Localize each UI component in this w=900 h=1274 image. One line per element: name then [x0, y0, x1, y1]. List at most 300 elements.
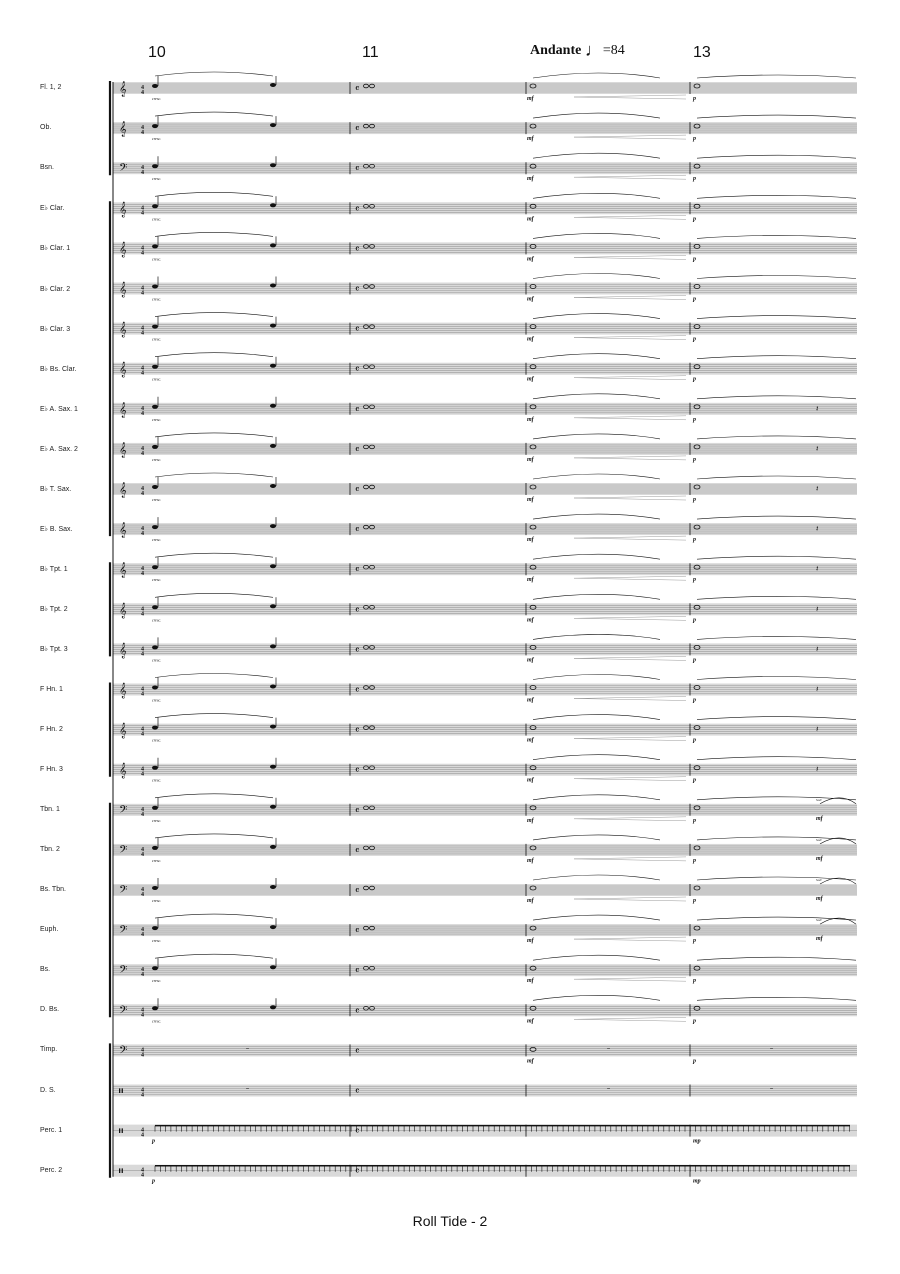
- common-time-icon: 𝄴: [355, 1166, 360, 1178]
- tie: [697, 235, 856, 238]
- time-signature-top: 4: [141, 1127, 144, 1134]
- notehead: [270, 845, 276, 849]
- crescendo-hairpin: [574, 215, 686, 219]
- tie: [697, 596, 856, 599]
- notehead: [270, 203, 276, 207]
- common-time-icon: 𝄴: [355, 444, 360, 456]
- tempo-equals: =: [602, 43, 611, 58]
- dynamic-p: p: [152, 1178, 155, 1185]
- time-signature-bottom: 4: [141, 571, 144, 578]
- instrument-label: B♭ Tpt. 1: [40, 566, 68, 574]
- measure-number-10: 10: [148, 44, 166, 61]
- clef-icon: 𝄞: [119, 763, 127, 779]
- clef-icon: 𝄞: [119, 322, 127, 338]
- slur: [155, 473, 273, 477]
- dynamic-p: p: [693, 938, 696, 945]
- dynamic-mf: mf: [816, 855, 823, 862]
- time-signature-top: 4: [141, 365, 144, 372]
- dynamic-p: p: [693, 136, 696, 143]
- dynamic-p: p: [693, 176, 696, 183]
- common-time-icon: 𝄴: [355, 605, 360, 617]
- dynamic-cresc: cresc.: [152, 416, 162, 422]
- instrument-label: B♭ Clar. 1: [40, 245, 71, 253]
- time-signature-bottom: 4: [141, 290, 144, 297]
- dynamic-mf: mf: [527, 176, 534, 183]
- notehead: [152, 485, 158, 489]
- time-signature-top: 4: [141, 766, 144, 773]
- dynamic-mf: mf: [527, 737, 534, 744]
- slur: [155, 593, 273, 597]
- clef-icon: 𝄞: [119, 643, 127, 659]
- notehead: [152, 124, 158, 128]
- time-signature-bottom: 4: [141, 370, 144, 377]
- notehead: [270, 885, 276, 889]
- time-signature-bottom: 4: [141, 932, 144, 939]
- notehead: [152, 164, 158, 168]
- crescendo-hairpin: [574, 1017, 686, 1021]
- instrument-label: B♭ Tpt. 2: [40, 606, 68, 614]
- slur: [533, 314, 660, 319]
- time-signature-bottom: 4: [141, 851, 144, 858]
- common-time-icon: 𝄴: [355, 244, 360, 256]
- slur: [533, 354, 660, 359]
- slur: [533, 233, 660, 238]
- time-signature-top: 4: [141, 1047, 144, 1054]
- common-time-icon: 𝄴: [355, 284, 360, 296]
- clef-icon: 𝄞: [119, 442, 127, 458]
- common-time-icon: 𝄴: [355, 124, 360, 136]
- crescendo-hairpin: [574, 376, 686, 380]
- dynamic-p: p: [693, 336, 696, 343]
- dynamic-p: p: [693, 1058, 696, 1065]
- notehead: [152, 966, 158, 970]
- crescendo-hairpin: [574, 95, 686, 99]
- soli-marking: Soli: [816, 918, 822, 923]
- rest-icon: 𝄽: [816, 684, 819, 694]
- notehead: [152, 686, 158, 690]
- clef-icon: 𝄞: [119, 242, 127, 258]
- slur: [155, 353, 273, 357]
- notehead: [152, 846, 158, 850]
- dynamic-mf: mf: [527, 817, 534, 824]
- slur: [533, 274, 660, 279]
- dynamic-cresc: cresc.: [152, 96, 162, 101]
- crescendo-hairpin: [574, 336, 686, 340]
- clef-icon: 𝄢: [119, 964, 128, 980]
- clef-icon: 𝄞: [119, 402, 127, 418]
- dynamic-mf: mf: [527, 216, 534, 223]
- time-signature-top: 4: [141, 205, 144, 212]
- common-time-icon: 𝄴: [355, 324, 360, 336]
- dynamic-mf: mf: [527, 256, 534, 263]
- notehead: [152, 565, 158, 569]
- dynamic-mp: mp: [693, 1138, 701, 1145]
- dynamic-p: p: [693, 817, 696, 824]
- notehead: [270, 685, 276, 689]
- common-time-icon: 𝄴: [355, 645, 360, 657]
- common-time-icon: 𝄴: [355, 1126, 360, 1138]
- crescendo-hairpin: [574, 737, 686, 741]
- dynamic-mf: mf: [527, 1018, 534, 1025]
- dynamic-cresc: cresc.: [152, 978, 162, 984]
- dynamic-mf: mf: [527, 1058, 534, 1065]
- dynamic-mf: mf: [527, 537, 534, 544]
- quarter-note-icon: ♩: [584, 40, 603, 60]
- notehead: [152, 405, 158, 409]
- whole-rest-icon: 𝄻: [607, 1045, 611, 1055]
- time-signature-bottom: 4: [141, 771, 144, 778]
- dynamic-mf: mf: [527, 497, 534, 503]
- dynamic-p: p: [693, 737, 696, 744]
- dynamic-mf: mf: [816, 936, 823, 943]
- notehead: [270, 444, 276, 448]
- dynamic-mf: mf: [527, 456, 534, 463]
- instrument-label: F Hn. 3: [40, 765, 63, 773]
- dynamic-mf: mf: [527, 617, 534, 624]
- time-signature-top: 4: [141, 606, 144, 613]
- dynamic-mf: mf: [527, 857, 534, 864]
- tie: [697, 997, 856, 1000]
- dynamic-p: p: [693, 537, 696, 544]
- dynamic-p: p: [693, 256, 696, 263]
- dynamic-cresc: cresc.: [152, 1018, 162, 1024]
- crescendo-hairpin: [574, 656, 686, 660]
- clef-icon: 𝄢: [119, 1004, 128, 1020]
- instrument-label: E♭ A. Sax. 2: [40, 445, 78, 453]
- clef-icon: 𝄞: [119, 523, 127, 539]
- common-time-icon: 𝄴: [355, 404, 360, 416]
- instrument-label: Ob.: [40, 124, 52, 132]
- time-signature-top: 4: [141, 405, 144, 412]
- slur: [155, 954, 273, 958]
- time-signature-top: 4: [141, 1007, 144, 1014]
- instrument-label: D. Bs.: [40, 1006, 60, 1014]
- dynamic-p: p: [693, 96, 696, 102]
- instrument-label: Timp.: [40, 1046, 58, 1054]
- dynamic-mf: mf: [527, 296, 534, 303]
- time-signature-top: 4: [141, 445, 144, 452]
- clef-icon: 𝄢: [119, 803, 128, 819]
- common-time-icon: 𝄴: [355, 1046, 360, 1058]
- clef-icon: 𝄞: [119, 483, 127, 498]
- time-signature-bottom: 4: [141, 491, 144, 497]
- tie: [697, 155, 856, 158]
- slur: [155, 834, 273, 838]
- instrument-label: Bs.: [40, 966, 51, 974]
- whole-rest-icon: 𝄻: [607, 1085, 611, 1095]
- rest-icon: 𝄽: [816, 524, 819, 534]
- slur: [533, 554, 660, 559]
- crescendo-hairpin: [574, 897, 686, 901]
- tempo-label: Andante: [530, 43, 582, 58]
- dynamic-mf: mf: [527, 938, 534, 945]
- common-time-icon: 𝄴: [355, 204, 360, 216]
- time-signature-bottom: 4: [141, 1052, 144, 1059]
- time-signature-bottom: 4: [141, 611, 144, 618]
- time-signature-top: 4: [141, 486, 144, 492]
- slur: [155, 553, 273, 557]
- clef-icon: 𝄞: [119, 202, 127, 218]
- dynamic-p: p: [693, 657, 696, 664]
- clef-icon: 𝄢: [119, 884, 128, 899]
- dynamic-cresc: cresc.: [152, 376, 162, 382]
- notehead: [270, 404, 276, 408]
- dynamic-mf: mf: [816, 896, 823, 902]
- tie: [697, 717, 856, 720]
- dynamic-cresc: cresc.: [152, 657, 162, 663]
- tie: [697, 75, 856, 78]
- time-signature-bottom: 4: [141, 691, 144, 698]
- time-signature-top: 4: [141, 1087, 144, 1094]
- whole-rest-icon: 𝄻: [770, 1085, 774, 1095]
- dynamic-cresc: cresc.: [152, 898, 162, 903]
- notehead: [152, 926, 158, 930]
- crescendo-hairpin: [574, 857, 686, 861]
- time-signature-bottom: 4: [141, 892, 144, 898]
- tie: [697, 797, 856, 800]
- instrument-label: E♭ Clar.: [40, 205, 65, 213]
- whole-rest-icon: 𝄻: [770, 1045, 774, 1055]
- dynamic-cresc: cresc.: [152, 857, 162, 863]
- slur: [155, 192, 273, 196]
- instrument-label: F Hn. 2: [40, 725, 63, 733]
- dynamic-mf: mf: [527, 777, 534, 784]
- clef-icon: 𝄞: [119, 563, 127, 579]
- time-signature-top: 4: [141, 806, 144, 813]
- time-signature-bottom: 4: [141, 1132, 144, 1139]
- notehead: [152, 325, 158, 329]
- time-signature-bottom: 4: [141, 972, 144, 979]
- crescendo-hairpin: [574, 616, 686, 620]
- notehead: [270, 725, 276, 729]
- dynamic-cresc: cresc.: [152, 216, 162, 222]
- time-signature-top: 4: [141, 85, 144, 91]
- notehead: [152, 525, 158, 529]
- page-footer: Roll Tide - 2: [412, 1213, 488, 1229]
- slur: [155, 794, 273, 798]
- notehead: [270, 765, 276, 769]
- time-signature-bottom: 4: [141, 170, 144, 177]
- slur: [533, 875, 660, 880]
- rest-icon: 𝄽: [816, 443, 819, 453]
- dynamic-cresc: cresc.: [152, 577, 162, 583]
- dynamic-mf: mf: [527, 697, 534, 704]
- dynamic-p: p: [693, 216, 696, 223]
- tie: [697, 957, 856, 960]
- rest-icon: 𝄽: [816, 484, 819, 493]
- tie: [697, 837, 856, 840]
- dynamic-p: p: [693, 857, 696, 864]
- instrument-label: Bsn.: [40, 164, 55, 172]
- time-signature-top: 4: [141, 846, 144, 853]
- rest-icon: 𝄽: [816, 724, 819, 734]
- dynamic-p: p: [693, 1018, 696, 1025]
- instrument-label: E♭ A. Sax. 1: [40, 405, 78, 413]
- notehead: [152, 204, 158, 208]
- notehead: [270, 243, 276, 247]
- slur: [533, 715, 660, 720]
- time-signature-bottom: 4: [141, 250, 144, 257]
- time-signature-top: 4: [141, 566, 144, 573]
- time-signature-top: 4: [141, 686, 144, 693]
- clef-icon: 𝄥: [119, 1084, 123, 1100]
- instrument-label: Tbn. 1: [40, 805, 60, 813]
- clef-icon: 𝄞: [119, 362, 127, 378]
- slur: [533, 835, 660, 840]
- dynamic-p: p: [693, 617, 696, 624]
- notehead: [270, 163, 276, 167]
- time-signature-bottom: 4: [141, 731, 144, 738]
- time-signature-bottom: 4: [141, 130, 144, 137]
- common-time-icon: 𝄴: [355, 1086, 360, 1098]
- instrument-label: B♭ Tpt. 3: [40, 646, 68, 654]
- dynamic-cresc: cresc.: [152, 136, 162, 142]
- time-signature-bottom: 4: [141, 450, 144, 457]
- notehead: [152, 886, 158, 890]
- time-signature-bottom: 4: [141, 1172, 144, 1179]
- measure-number-13: 13: [693, 44, 711, 61]
- slur: [533, 394, 660, 399]
- instrument-label: Bs. Tbn.: [40, 886, 66, 893]
- slur: [533, 795, 660, 800]
- crescendo-hairpin: [574, 697, 686, 701]
- dynamic-p: p: [693, 296, 696, 303]
- measure-number-11: 11: [362, 44, 379, 61]
- crescendo-hairpin: [574, 817, 686, 821]
- crescendo-hairpin: [574, 977, 686, 981]
- time-signature-top: 4: [141, 125, 144, 132]
- time-signature-top: 4: [141, 887, 144, 893]
- time-signature-top: 4: [141, 245, 144, 252]
- time-signature-top: 4: [141, 526, 144, 533]
- notehead: [270, 564, 276, 568]
- dynamic-cresc: cresc.: [152, 296, 162, 302]
- time-signature-bottom: 4: [141, 651, 144, 658]
- common-time-icon: 𝄴: [355, 765, 360, 777]
- rest-icon: 𝄽: [816, 403, 819, 413]
- dynamic-cresc: cresc.: [152, 777, 162, 783]
- notehead: [270, 484, 276, 488]
- time-signature-bottom: 4: [141, 90, 144, 96]
- dynamic-cresc: cresc.: [152, 256, 162, 262]
- notehead: [270, 284, 276, 288]
- clef-icon: 𝄞: [119, 683, 127, 699]
- notehead: [152, 285, 158, 289]
- clef-icon: 𝄥: [119, 1164, 123, 1180]
- notehead: [152, 645, 158, 649]
- slur: [533, 755, 660, 760]
- crescendo-hairpin: [574, 536, 686, 540]
- dynamic-mf: mf: [527, 416, 534, 423]
- crescendo-hairpin: [574, 456, 686, 460]
- dynamic-cresc: cresc.: [152, 938, 162, 944]
- slur: [533, 634, 660, 639]
- common-time-icon: 𝄴: [355, 164, 360, 176]
- rest-icon: 𝄽: [816, 764, 819, 774]
- soli-marking: Soli: [816, 797, 822, 802]
- tie: [697, 677, 856, 680]
- slur: [533, 434, 660, 439]
- notehead: [270, 925, 276, 929]
- dynamic-mf: mf: [527, 978, 534, 985]
- slur: [155, 313, 273, 317]
- notehead: [270, 644, 276, 648]
- notehead: [152, 445, 158, 449]
- time-signature-top: 4: [141, 726, 144, 733]
- notehead: [270, 805, 276, 809]
- soli-marking: Soli: [816, 878, 822, 882]
- dynamic-p: p: [693, 416, 696, 423]
- dynamic-p: p: [693, 697, 696, 704]
- dynamic-p: p: [693, 376, 696, 383]
- notehead: [270, 324, 276, 328]
- common-time-icon: 𝄴: [355, 485, 360, 496]
- dynamic-mf: mf: [527, 136, 534, 143]
- dynamic-p: p: [693, 898, 696, 904]
- tie: [697, 396, 856, 399]
- clef-icon: 𝄞: [119, 282, 127, 298]
- slur: [533, 915, 660, 920]
- dynamic-mf: mf: [527, 577, 534, 584]
- tie: [697, 556, 856, 559]
- slur: [533, 955, 660, 960]
- instrument-label: F Hn. 1: [40, 685, 63, 693]
- tie: [697, 115, 856, 118]
- notehead: [152, 766, 158, 770]
- rest-icon: 𝄽: [816, 564, 819, 574]
- instrument-label: Perc. 1: [40, 1126, 63, 1134]
- instrument-label: Tbn. 2: [40, 845, 60, 853]
- dynamic-cresc: cresc.: [152, 336, 162, 342]
- slur: [155, 914, 273, 918]
- whole-rest-icon: 𝄻: [246, 1085, 250, 1095]
- time-signature-bottom: 4: [141, 210, 144, 217]
- dynamic-cresc: cresc.: [152, 176, 162, 182]
- time-signature-top: 4: [141, 325, 144, 332]
- time-signature-bottom: 4: [141, 531, 144, 538]
- clef-icon: 𝄞: [119, 82, 127, 97]
- crescendo-hairpin: [574, 496, 686, 500]
- clef-icon: 𝄥: [119, 1124, 123, 1140]
- dynamic-cresc: cresc.: [152, 697, 162, 703]
- dynamic-p: p: [693, 777, 696, 784]
- common-time-icon: 𝄴: [355, 565, 360, 577]
- notehead: [152, 1006, 158, 1010]
- clef-icon: 𝄢: [119, 1044, 128, 1060]
- slur: [533, 474, 660, 479]
- instrument-label: B♭ T. Sax.: [40, 486, 72, 493]
- instrument-label: B♭ Clar. 3: [40, 325, 71, 333]
- time-signature-top: 4: [141, 646, 144, 653]
- clef-icon: 𝄞: [119, 603, 127, 619]
- notehead: [270, 364, 276, 368]
- common-time-icon: 𝄴: [355, 725, 360, 737]
- dynamic-mf: mf: [816, 815, 823, 822]
- crescendo-hairpin: [574, 777, 686, 781]
- slur: [533, 73, 660, 78]
- dynamic-p: p: [693, 577, 696, 584]
- tie: [697, 356, 856, 359]
- dynamic-mf: mf: [527, 96, 534, 102]
- slur: [155, 112, 273, 116]
- slur: [155, 232, 273, 236]
- soli-marking: Soli: [816, 837, 822, 842]
- instrument-label: Euph.: [40, 926, 59, 934]
- instrument-label: B♭ Bs. Clar.: [40, 365, 77, 373]
- crescendo-hairpin: [574, 255, 686, 259]
- notehead: [152, 806, 158, 810]
- notehead: [270, 123, 276, 127]
